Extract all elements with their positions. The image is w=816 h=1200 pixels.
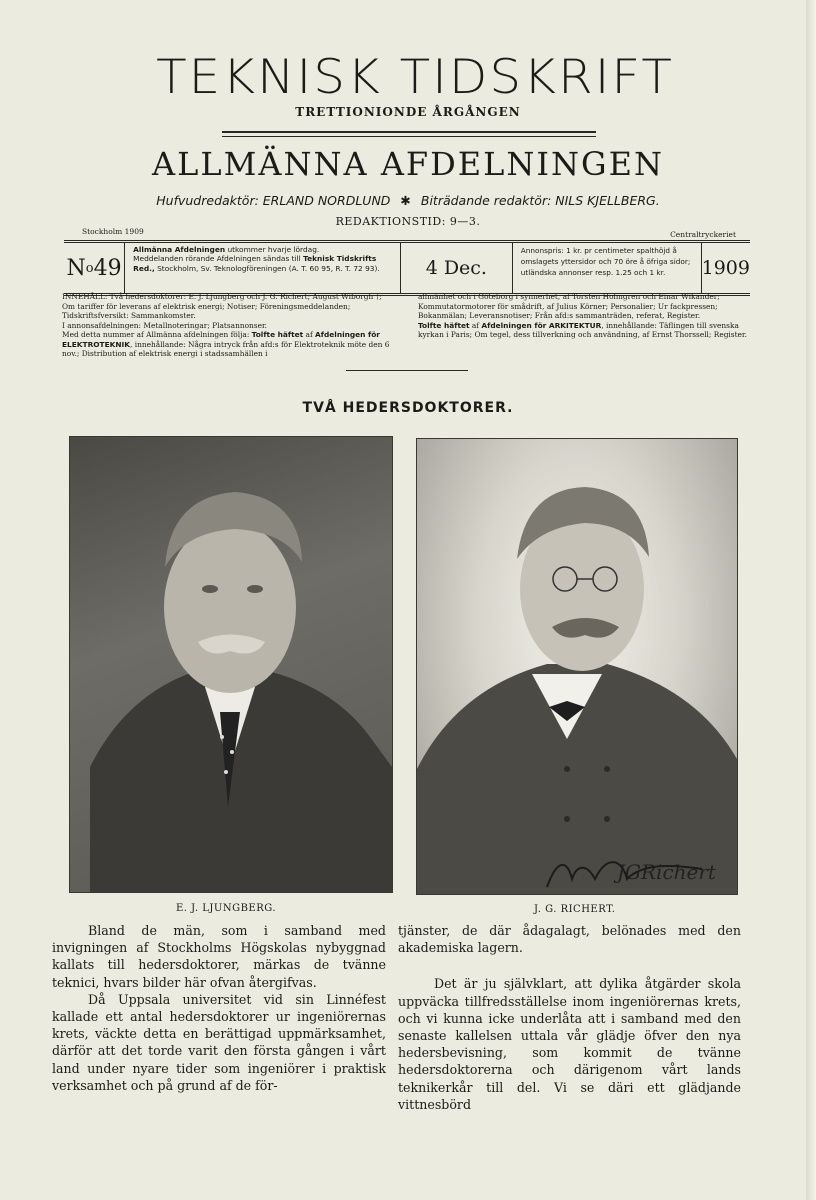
article-column-left — [52, 922, 386, 1094]
toc-left-3a: Med detta nummer af Allmänna afdelningen följa: — [62, 330, 252, 339]
portrait-richert — [416, 438, 738, 895]
toc-left-2: I annonsafdelningen: Metallnoteringar; Platsannonser. — [62, 320, 268, 330]
issue-year: 1909 — [701, 257, 750, 279]
star-icon: ✱ — [400, 193, 411, 208]
signature-richert: JGRichert — [617, 860, 716, 884]
portrait-ljungberg-drawing — [70, 437, 392, 892]
editors-line — [0, 193, 816, 208]
portrait-richert-drawing — [417, 439, 737, 894]
toc-divider — [346, 370, 468, 371]
toc-right-2a: Tolfte häftet — [418, 320, 470, 330]
redaktionstid: REDAKTIONSTID: 9—3. — [335, 215, 481, 228]
issue-number — [64, 243, 125, 293]
info-bold-1: Allmänna Afdelningen — [133, 245, 226, 254]
issue-no-sup: o — [85, 260, 94, 276]
article-paragraph-3: tjänster, de där ådagalagt, belönades med den akademiska lagern. — [398, 923, 741, 956]
toc-left — [62, 292, 396, 359]
article-paragraph-4: Det är ju självklart, att dylika åtgärder skola uppväcka tillfredsställelse inom ingeniörernas krets, och vi kunna icke underlåta att i samband med den senaste kallelsen uttala vår glädje öfver den nya hedersbevisning, som kommit de tvänne hedersdoktorerna och därigenom vårt lands teknikerkår till del. Vi se däri ett glädjande vittnesbörd — [398, 976, 741, 1112]
caption-richert: J. G. RICHERT. — [534, 904, 616, 915]
toc-right-2c: Afdelningen för ARKITEKTUR — [481, 320, 602, 330]
caption-ljungberg: E. J. LJUNGBERG. — [176, 903, 277, 914]
issue-no-prefix: N — [66, 255, 86, 281]
advert-price: Annonspris: 1 kr. pr centimeter spalthöjd å omslagets yttersidor och 70 öre å öfriga sidor; utländska annonser resp. 1.25 och 1 kr. — [513, 243, 702, 293]
editor-assist: Biträdande redaktör: NILS KJELLBERG. — [420, 193, 660, 208]
masthead-title: TEKNISK TIDSKRIFT — [156, 49, 674, 105]
issue-no-value: 49 — [93, 255, 122, 281]
toc-right — [418, 292, 752, 340]
info-bar — [64, 240, 750, 296]
section-title: ALLMÄNNA AFDELNINGEN — [152, 145, 664, 183]
info-bold-2: Teknisk Tidskrifts Red., — [133, 254, 377, 273]
article-paragraph-2: Då Uppsala universitet vid sin Linnéfest kallade ett antal hedersdoktorer ur ingeniörernas krets, väckte detta en berättigad uppmärksamhet, därför att det torde varit den första gången i vårt land under nyare tider som ingeniörer i praktisk verksamhet och på grund af de för- — [52, 991, 386, 1093]
toc-right-1: allmänhet och i Göteborg i synnerhet, af Torsten Holmgren och Einar Wikander; Kommutatormotorer för smådrift, af Julius Körner; Personalier; Ur fackpressen; Bokanmälan; Leveransnotiser; Från afd:s sammanträden, referat, Register. — [418, 292, 720, 320]
issue-date: 4 Dec. — [401, 243, 513, 293]
place-year: Stockholm 1909 — [82, 227, 144, 236]
toc-right-2 — [418, 321, 752, 340]
info-text-1: utkommer hvarje lördag. — [225, 245, 320, 254]
article-title: TVÅ HEDERSDOKTORER. — [302, 400, 514, 416]
editor-main: Hufvudredaktör: ERLAND NORDLUND — [156, 193, 391, 208]
toc-left-3d: Afdelningen för ELEKTROTEKNIK — [62, 330, 380, 349]
toc-left-3b: Tolfte häftet — [251, 330, 304, 339]
toc-left-1: INNEHÅLL: Två hedersdoktorer: E. J. Ljungberg och J. G. Richert; August Wiborgh †; Om tariffer för leverans af elektrisk energi; Notiser; Föreningsmeddelanden; Tidskriftsfversikt: Sammankomster. — [62, 292, 382, 320]
info-text-2: Meddelanden rörande Afdelningen sändas till — [133, 254, 304, 264]
scan-edge — [806, 0, 816, 1200]
toc-right-2b: af — [469, 320, 482, 330]
info-text-3: Stockholm, Sv. Teknologföreningen (A. T. 60 95, R. T. 72 93). — [154, 263, 380, 273]
portrait-ljungberg — [69, 436, 393, 893]
article-column-right — [398, 922, 741, 1113]
issue-info — [125, 243, 401, 293]
title-rule — [222, 131, 596, 133]
toc-left-3 — [62, 330, 396, 359]
toc-left-3c: af — [303, 330, 316, 339]
toc-right-2d: , innehållande: Täflingen till svenska kyrkan i Paris; Om tegel, dess tillverkning och användning, af Ernst Thorssell; Register. — [418, 320, 747, 339]
article-paragraph-1: Bland de män, som i samband med invigningen af Stockholms Högskolas nybyggnad kallats till hedersdoktorer, märkas de tvänne teknici, hvars bilder här ofvan återgifvas. — [52, 923, 386, 990]
printer: Centraltryckeriet — [670, 230, 736, 239]
title-rule-thin — [222, 136, 596, 137]
volume-line: TRETTIONIONDE ÅRGÅNGEN — [295, 105, 521, 119]
toc-left-3e: , innehållande: Några intryck från afd:s för Elektroteknik möte den 6 nov.; Distribution af elektrisk energi i stadssamhällen i — [62, 339, 390, 358]
